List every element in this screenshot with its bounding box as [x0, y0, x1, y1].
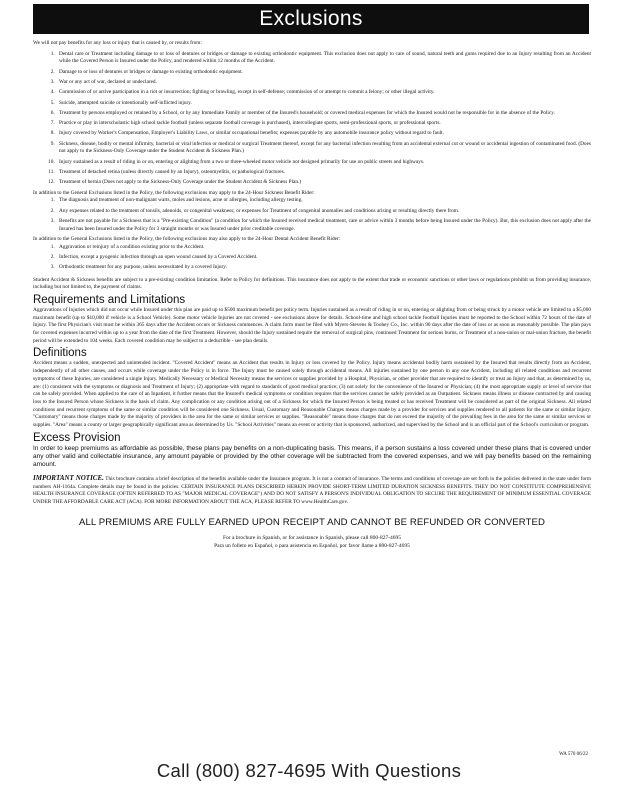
- requirements-heading: Requirements and Limitations: [33, 293, 186, 306]
- excess-provision-text: In order to keep premiums as affordable as possible, these plans pay benefits on a non-duplicating basis. This means, if a person sustains a loss covered under these plans that is covered under any other valid and collectable insurance, any amount payable or provided by the other coverage will be subtracted from the covered expenses, and we will pay benefits based on the remaining amount.: [33, 444, 591, 468]
- exclusion-item: 3. War or any act of war, declared or undeclared.: [56, 79, 591, 87]
- sickness-exclusion-item: 2. Any expenses related to the treatment of tonsils, adenoids, or congenital weakness; or expenses for Treatment of congenital anomalies and conditions arising or resulting directly there from.: [56, 208, 591, 216]
- definitions-heading: Definitions: [33, 347, 87, 360]
- premiums-notice: ALL PREMIUMS ARE FULLY EARNED UPON RECEIPT AND CANNOT BE REFUNDED OR CONVERTED: [78, 516, 546, 528]
- dental-exclusion-item: 3. Orthodontic treatment for any purpose, unless necessitated by a covered Injury.: [56, 264, 591, 272]
- sickness-exclusion-item: 1. The diagnosis and treatment of non-malignant warts, moles and lesions, acne or allergies, including allergy testing.: [56, 197, 591, 205]
- exclusion-item: 11. Treatment of detached retina (unless directly caused by an Injury), osteomyelitis, or pathological fractures.: [56, 169, 591, 177]
- requirements-text: Aggravations of Injuries which did not occur while Insured under this plan are paid up to $500 maximum benefit per policy term. Injuries sustained as a result of riding in or on, entering or alighting from or being struck by a motor vehicle are limited to a $5,000 maximum benefit (up to $10,000 if vehicle is a School Vehicle). Some motor vehicle Injuries are not covered - see exclusions above for details. School-time and high school tackle football Injuries must be reported to the School within 72 hours of the date of Injury. The first Physician's visit must be within 365 days after the Accident occurs or Sickness commences. A claim form must be filed with Myers-Stevens & Toohey Co., Inc. within 90 days after the date of loss or as soon as reasonably possible. The plan pays for covered expenses incurred within up to a year from the date of the first Treatment. However, should the Injury sustained require the removal of surgical pins, continued Treatment for serious burns, or Treatment of a non-union or mal-union fracture, the benefit period will be extended to 104 weeks. Each covered condition may be subject to a deductible - see plan details.: [33, 306, 591, 344]
- sickness-exclusion-item: 3. Benefits are not payable for a Sickness that is a "Pre-existing Condition" (a condition for which the Insured received medical treatment, care or advice within 3 months before being Insured under the Policy). But, this exclusion does not apply after the Insured has been Insured under the Policy for 3 straight months or was Insured under prior creditable coverage.: [56, 218, 591, 233]
- excess-provision-heading: Excess Provision: [33, 431, 121, 444]
- brochure-spanish-line: Para un folleto en Español, o para asistencia en Español, por favor llame a 800-827-4695: [214, 542, 410, 549]
- call-for-questions: Call (800) 827-4695 With Questions: [156, 760, 462, 781]
- dental-exclusion-item: 1. Aggravation or reinjury of a condition existing prior to the Accident.: [56, 244, 591, 252]
- sickness-rider-intro: In addition to the General Exclusions listed in the Policy, the following exclusions may apply to the 24-Hour Sickness Benefit Rider:: [33, 189, 315, 196]
- exclusions-title-banner: Exclusions: [33, 4, 589, 34]
- dental-rider-exclusions-list: [33, 244, 591, 272]
- form-code: WA 570 06/22: [559, 752, 588, 757]
- exclusion-item: 5. Suicide, attempted suicide or intentionally self-inflicted injury.: [56, 100, 591, 108]
- definitions-text: Accident means a sudden, unexpected and unintended incident. "Covered Accident" means an Accident that results in Injury or loss covered by the Policy. Injury means accidental bodily harm sustained by the Insured that results directly from an Accident, independently of all other causes, and occurs while coverage under the Policy is in force. The Injury must be caused solely through accidental means. All injuries sustained by one person in any one Accident, including all related conditions and recurrent symptoms of these Injuries, are considered a single Injury. Medically Necessary or Medical Necessity means the services or supplies provided by a Hospital, Physician, or other provider that are required to identify or treat an Injury and that, as determined by us, are: (1) consistent with the symptoms or diagnosis and Treatment of Injury; (2) appropriate with regard to standards of good medical practice; (3) not solely for the convenience of the Insured or Physician; (4) the most appropriate supply or level of service that can be safely provided. When applied to the care of an Inpatient, it further means that the Insured's medical symptoms or condition requires that the services cannot be safely provided as an Outpatient. Sickness means illness or disease contracted by and causing loss to the Insured Person whose Sickness is the basis of claim. Any complication or any condition arising out of a Sickness for which the Insured Person is being treated or has received Treatment will be considered as part of the original Sickness. All related conditions and recurrent symptoms of the same or similar condition will be considered one Sickness. Usual, Customary and Reasonable Charges means charges made by a provider for services and supplies rendered to all patients for the same or similar Injury. "Customary" means those charges made by the majority of providers in the area for the same or similar services or supplies. "Reasonable" means those charges that do not exceed the majority of the prevailing fees in the area for the same or similar services or supplies. "Area" means a county or larger geographically significant area as determined by Us. "School Activities" means an event or activity that is sponsored, authorized, and supervised by the School and is an official part of the School's curriculum or program.: [33, 360, 591, 429]
- exclusions-intro: We will not pay benefits for any loss or injury that is caused by, or results from:: [33, 40, 202, 46]
- exclusion-item: 1. Dental care or Treatment including damage to or loss of dentures or bridges or damage to existing orthodontic equipment. This exclusion does not apply to care of sound, natural teeth and gums required due to an Injury resulting from an Accident while the Covered Person is Insured under the Policy, and rendered within 12 months of the Accident.: [56, 51, 591, 66]
- exclusion-item: 2. Damage to or loss of dentures or bridges or damage to existing orthodontic equipment.: [56, 69, 591, 77]
- important-notice: [33, 475, 591, 507]
- exclusion-item: 10. Injury sustained as a result of riding in or on, entering or alighting from a two or three-wheeled motor vehicle not designed primarily for use on public streets and highways.: [56, 159, 591, 167]
- exclusion-item: 12. Treatment of hernia (Does not apply to the Sickness-Only Coverage under the Student Accident & Sickness Plan.): [56, 179, 591, 187]
- spanish-brochure-info: [33, 534, 591, 550]
- exclusion-item: 6. Treatment by persons employed or retained by a School, or by any Immediate Family or member of the Insured's household; or covered medical expenses for which the Insured would not be responsible for in the absence of the Policy.: [56, 110, 591, 118]
- important-notice-text: This brochure contains a brief description of the benefits available under the Insurance program. It is not a contract of insurance. The terms and conditions of coverage are set forth in the policies delivered in the state under form numbers AH-1164a. Complete details may be found in the policies. CERTAIN INSURANCE PLANS DESCRIBED HEREIN PROVIDE SHORT-TERM LIMITED DURATION SICKNESS BENEFITS. THEY DO NOT CONSTITUTE COMPREHENSIVE HEALTH INSURANCE COVERAGE (OFTEN REFERRED TO AS "MAJOR MEDICAL COVERAGE") AND DO NOT SATISFY A PERSON'S INDIVIDUAL OBLIGATION TO SECURE THE REQUIREMENT OF MINIMUM ESSENTIAL COVERAGE UNDER THE AFFORDABLE CARE ACT (ACA). FOR MORE INFORMATION ABOUT THE ACA, PLEASE REFER TO www.HealthCare.gov.: [33, 475, 591, 505]
- general-exclusions-list: [33, 51, 591, 187]
- dental-exclusion-item: 2. Infection, except a pyogenic infection through an open wound caused by a Covered Accident.: [56, 254, 591, 262]
- student-benefits-note: Student Accident & Sickness benefits are subject to a pre-existing condition limitation. Refer to Policy for definitions. This insurance does not apply to the extent that trade or economic sanctions or other laws or regulations prohibit us from providing insurance, including but not limited to, the payment of claims.: [33, 276, 591, 291]
- exclusion-item: 8. Injury covered by Worker's Compensation, Employer's Liability Laws, or similar occupational benefits; expenses payable by any automobile insurance policy without regard to fault.: [56, 130, 591, 138]
- document-body: [33, 40, 591, 550]
- exclusion-item: 4. Commission of or active participation in a riot or insurrection; fighting or brawling, except in self-defense; commission of or attempt to commit a felony; or other illegal activity.: [56, 89, 591, 97]
- exclusion-item: 9. Sickness, disease, bodily or mental infirmity, bacterial or viral infection or medical or surgical Treatment thereof, except for any bacterial infection resulting from an accidental external cut or wound or accidental ingestion of contaminated food. (Does not apply to the Sickness-Only Coverage under the Student Accident & Sickness Plan.): [56, 141, 591, 156]
- important-notice-label: IMPORTANT NOTICE.: [33, 473, 104, 482]
- exclusion-item: 7. Practice or play in interscholastic high school tackle football (unless separate football coverage is purchased), intercollegiate sports, semi-professional sports, or professional sports.: [56, 120, 591, 128]
- dental-rider-intro: In addition to the General Exclusions listed in the Policy, the following exclusions may also apply to the 24-Hour Dental Accident Benefit Rider:: [33, 235, 341, 242]
- sickness-rider-exclusions-list: [33, 197, 591, 233]
- brochure-english-line: For a brochure in Spanish, or for assistance in Spanish, please call 800-827-4695: [222, 534, 402, 541]
